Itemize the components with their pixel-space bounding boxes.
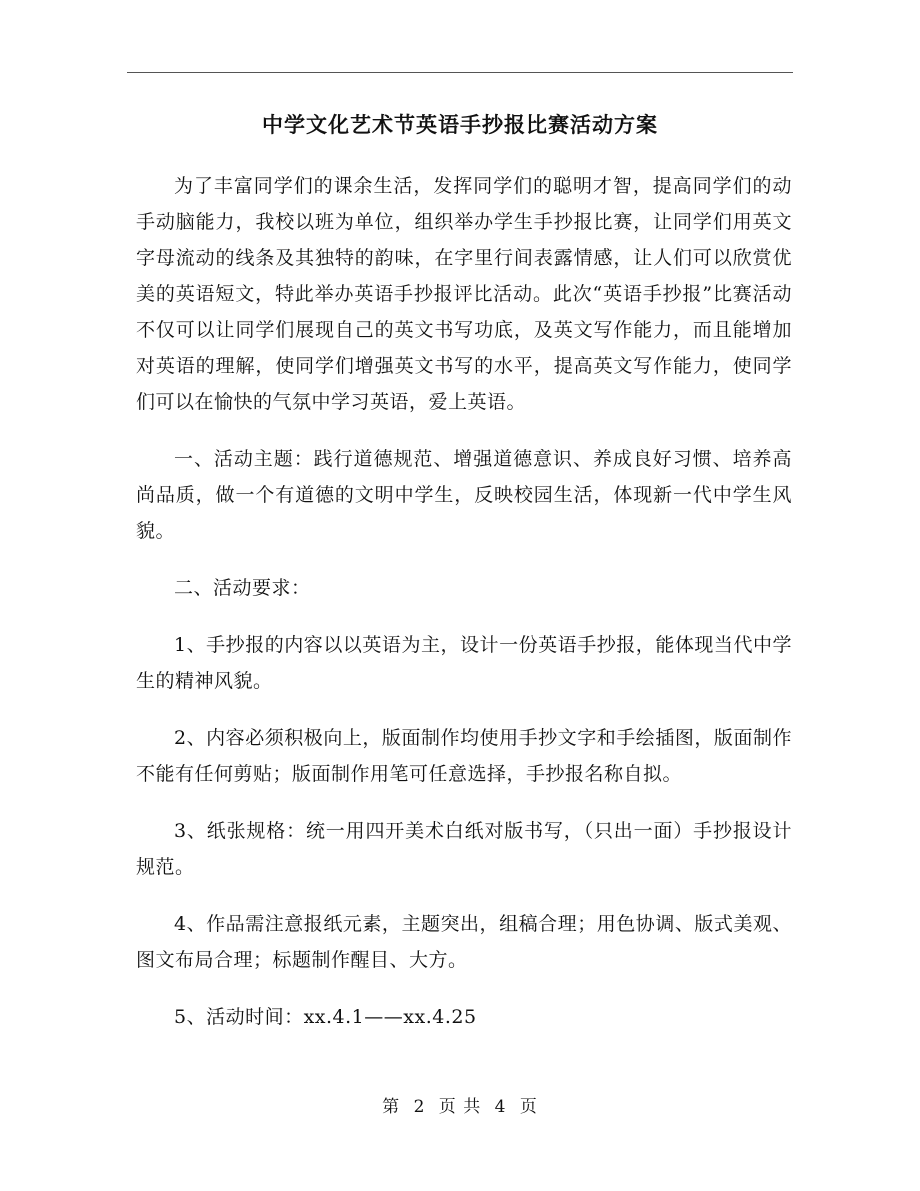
- paragraph-requirement-5: 5、活动时间：xx.4.1——xx.4.25: [174, 1006, 477, 1028]
- footer-total-pages: 4: [494, 1097, 507, 1117]
- footer-suffix: 页: [519, 1097, 538, 1117]
- page-footer: [127, 1095, 793, 1119]
- document-title: 中学文化艺术节英语手抄报比赛活动方案: [262, 113, 658, 137]
- footer-prefix: 第: [382, 1097, 401, 1117]
- document-body: [136, 168, 792, 1056]
- paragraph-requirements-heading: 二、活动要求：: [174, 577, 311, 599]
- paragraph-theme: 一、活动主题：践行道德规范、增强道德意识、养成良好习惯、培养高尚品质，做一个有道德的文明中学生，反映校园生活，体现新一代中学生风貌。: [136, 448, 792, 542]
- footer-middle: 页 共: [438, 1097, 482, 1117]
- paragraph-requirement-3: 3、纸张规格：统一用四开美术白纸对版书写，（只出一面）手抄报设计规范。: [136, 820, 792, 878]
- paragraph-requirement-4: 4、作品需注意报纸元素，主题突出，组稿合理；用色协调、版式美观、图文布局合理；标题制作醒目、大方。: [136, 913, 792, 971]
- paragraph-intro: 为了丰富同学们的课余生活，发挥同学们的聪明才智，提高同学们的动手动脑能力，我校以班为单位，组织举办学生手抄报比赛，让同学们用英文字母流动的线条及其独特的韵味，在字里行间表露情感，让人们可以欣赏优美的英语短文，特此举办英语手抄报评比活动。此次“英语手抄报”比赛活动不仅可以让同学们展现自己的英文书写功底，及英文写作能力，而且能增加对英语的理解，使同学们增强英文书写的水平，提高英文写作能力，使同学们可以在愉快的气氛中学习英语，爱上英语。: [136, 175, 792, 413]
- paragraph-requirement-2: 2、内容必须积极向上，版面制作均使用手抄文字和手绘插图，版面制作不能有任何剪贴；版面制作用笔可任意选择，手抄报名称自拟。: [136, 727, 792, 785]
- header-rule: [127, 72, 793, 73]
- footer-page-number: 2: [413, 1097, 426, 1117]
- paragraph-requirement-1: 1、手抄报的内容以以英语为主，设计一份英语手抄报，能体现当代中学生的精神风貌。: [136, 634, 792, 692]
